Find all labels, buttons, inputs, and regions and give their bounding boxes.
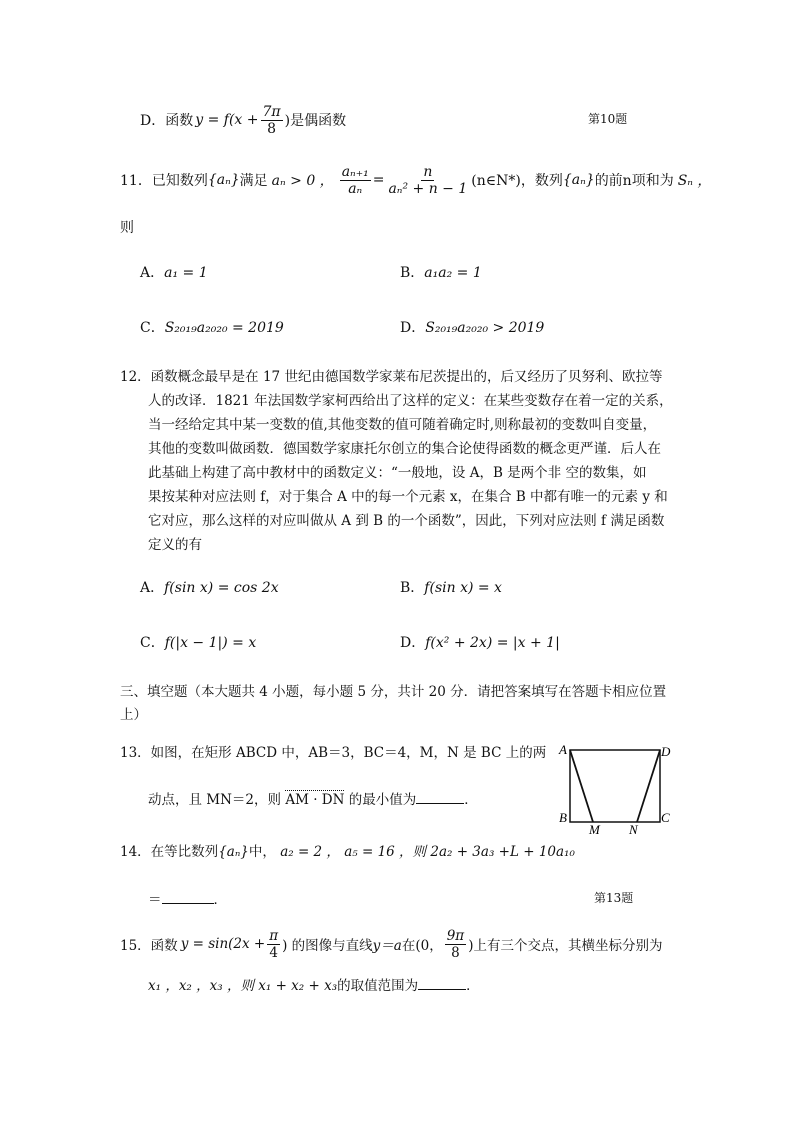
q11-sum: Sₙ ， bbox=[677, 173, 712, 189]
q13-label-d: D bbox=[661, 744, 671, 759]
q15-expr: x₁ + x₂ + x₃ bbox=[258, 978, 338, 994]
q13-label-n: N bbox=[629, 822, 638, 835]
q10-fraction bbox=[261, 104, 283, 137]
q14-answer-line bbox=[148, 888, 227, 908]
q11-option-b-math: a₁a₂ = 1 bbox=[424, 265, 482, 281]
section3-heading-line-2: 上） bbox=[120, 707, 147, 723]
q11-eq: = bbox=[372, 172, 385, 188]
q12-option-b-math: f(sin x) = x bbox=[424, 580, 502, 596]
q11-option-a bbox=[140, 262, 208, 282]
q10-option-d bbox=[140, 100, 346, 140]
q11-seq: {aₙ} bbox=[207, 172, 240, 188]
q12-option-a-label: A． bbox=[140, 580, 165, 596]
q13-line-2 bbox=[148, 788, 478, 808]
q15-frac1-den: 4 bbox=[269, 944, 278, 961]
q12-line-6: 果按某种对应法则 f，对于集合 A 中的每一个元素 x，在集合 B 中都有唯一的元素 y 和 bbox=[148, 489, 668, 505]
q12-option-d-label: D． bbox=[400, 635, 426, 651]
q10-option-d-suffix: )是偶函数 bbox=[284, 113, 347, 129]
q11-option-c-math: S₂₀₁₉a₂₀₂₀ = 2019 bbox=[164, 320, 284, 336]
q15-answer-blank[interactable] bbox=[418, 977, 466, 990]
q12-option-c-math: f(|x − 1|) = x bbox=[164, 635, 257, 651]
q15-period: ． bbox=[466, 978, 480, 994]
q13-vector-expr: AM · DN bbox=[285, 792, 345, 808]
q12-line-1: 12．函数概念最早是在 17 世纪由德国数学家莱布尼茨提出的，后又经历了贝努利、欧拉等 bbox=[120, 369, 663, 385]
q11-tail: 的前n项和为 bbox=[594, 173, 674, 189]
q14-expr: 2a₂ + 3a₃ +L + 10a₁₀ bbox=[430, 844, 575, 860]
q11-option-c bbox=[140, 317, 284, 337]
q15-frac2-den: 8 bbox=[451, 944, 460, 961]
q10-frac-den: 8 bbox=[267, 120, 277, 137]
q12-option-c bbox=[140, 632, 256, 652]
q12-line-3: 当一经给定其中某一变数的值,其他变数的值可随着确定时,则称最初的变数叫自变量， bbox=[148, 417, 657, 433]
q15-stem bbox=[120, 924, 662, 964]
q10-frac-num: 7π bbox=[262, 103, 281, 120]
q11-option-c-label: C． bbox=[140, 320, 165, 336]
q11-frac2 bbox=[386, 164, 469, 197]
q11-frac1-num: aₙ₊₁ bbox=[341, 163, 369, 180]
q13-label-c: C bbox=[661, 810, 670, 825]
q15-frac1 bbox=[267, 928, 280, 961]
q10-option-d-label: D．函数 bbox=[140, 113, 194, 129]
q15-frac2 bbox=[445, 928, 466, 961]
q15-tail: 的取值范围为 bbox=[337, 978, 419, 994]
q12-option-b-label: B． bbox=[400, 580, 425, 596]
q11-option-d-label: D． bbox=[400, 320, 426, 336]
q15-prefix: 15．函数 bbox=[120, 938, 178, 954]
q11-option-b-label: B． bbox=[400, 265, 425, 281]
q10-option-d-math: y = f(x + bbox=[195, 112, 259, 128]
q14-eq: ＝ bbox=[148, 892, 162, 908]
q15-mid: ) 的图像与直线 bbox=[282, 938, 373, 954]
q15-interval-post: )上有三个交点，其横坐标分别为 bbox=[468, 938, 663, 954]
q12-option-b bbox=[400, 577, 502, 597]
q11-frac1 bbox=[340, 164, 371, 197]
q15-vars: x₁ ，x₂ ，x₃ ，则 bbox=[148, 978, 254, 994]
q11-cond: 满足 bbox=[239, 173, 268, 189]
q11-frac1-den: aₙ bbox=[348, 180, 363, 197]
q13-line-2-prefix: 动点，且 MN＝2，则 bbox=[148, 792, 282, 808]
q11-then: 则 bbox=[120, 220, 134, 236]
q15-line: y＝a bbox=[372, 938, 402, 954]
q12-line-7: 它对应，那么这样的对应叫做从 A 到 B 的一个函数”，因此，下列对应法则 f 满足函数 bbox=[148, 513, 665, 529]
q12-line-5: 此基础上构建了高中教材中的函数定义：“一般地，设 A，B 是两个非 空的数集，如 bbox=[148, 465, 647, 481]
q14-prefix: 14．在等比数列 bbox=[120, 844, 219, 860]
q15-frac2-num: 9π bbox=[446, 927, 465, 944]
q13-label-b: B bbox=[559, 810, 567, 825]
q13-label-m: M bbox=[589, 822, 600, 835]
q11-seq2: {aₙ} bbox=[562, 172, 595, 188]
q11-stem bbox=[120, 160, 711, 200]
q14-a2: a₂ = 2 ， bbox=[280, 844, 340, 860]
q12-option-a-math: f(sin x) = cos 2x bbox=[164, 580, 279, 596]
q15-func: y = sin(2x + bbox=[180, 936, 266, 952]
q15-line-2 bbox=[148, 974, 480, 994]
q11-option-a-math: a₁ = 1 bbox=[164, 265, 208, 281]
q12-line-2: 人的改译．1821 年法国数学家柯西给出了这样的定义：在某些变数存在着一定的关系， bbox=[148, 393, 673, 409]
q11-option-b bbox=[400, 262, 482, 282]
q13-segment-am bbox=[570, 750, 593, 822]
q12-line-4: 其他的变数叫做函数．德国数学家康托尔创立的集合论使得函数的概念更严谨．后人在 bbox=[148, 441, 661, 457]
q12-option-d-math: f(x² + 2x) = |x + 1| bbox=[425, 635, 560, 651]
q14-seq: {aₙ} bbox=[218, 844, 249, 860]
q11-number: 11．已知数列 bbox=[120, 173, 208, 189]
q13-figure-label: 第13题 bbox=[594, 891, 634, 905]
q12-option-c-label: C． bbox=[140, 635, 165, 651]
q11-cond-math: aₙ > 0 ， bbox=[271, 173, 334, 189]
q14-stem bbox=[120, 840, 575, 860]
q13-label-a: A bbox=[559, 742, 567, 757]
q14-period: ． bbox=[213, 892, 227, 908]
q11-frac2-den: aₙ² + n − 1 bbox=[388, 180, 468, 197]
q13-segment-dn bbox=[637, 750, 660, 822]
q14-mid: 中， bbox=[248, 844, 276, 860]
q15-frac1-num: π bbox=[269, 927, 279, 944]
q14-answer-blank[interactable] bbox=[162, 891, 214, 904]
q13-rectangle bbox=[570, 750, 660, 822]
q13-period: ． bbox=[464, 792, 478, 808]
q15-interval-pre: 在(0， bbox=[401, 938, 443, 954]
q11-frac2-num: n bbox=[423, 163, 433, 180]
q11-option-a-label: A． bbox=[140, 265, 165, 281]
q12-option-a bbox=[140, 577, 279, 597]
q14-a5: a₅ = 16 ，则 bbox=[344, 844, 427, 860]
q10-figure-label: 第10题 bbox=[588, 112, 628, 126]
q11-option-d bbox=[400, 317, 544, 337]
q13-figure bbox=[555, 740, 675, 835]
q13-line-2-suffix: 的最小值为 bbox=[348, 792, 417, 808]
q12-line-8: 定义的有 bbox=[148, 537, 202, 553]
q13-answer-blank[interactable] bbox=[416, 791, 464, 804]
q11-option-d-math: S₂₀₁₉a₂₀₂₀ > 2019 bbox=[425, 320, 545, 336]
q13-line-1: 13．如图，在矩形 ABCD 中，AB＝3，BC＝4，M，N 是 BC 上的两 bbox=[120, 745, 547, 761]
q11-domain: (n∈N*)，数列 bbox=[471, 173, 563, 189]
q12-option-d bbox=[400, 632, 560, 652]
section3-heading-line-1: 三、填空题（本大题共 4 小题，每小题 5 分，共计 20 分．请把答案填写在答题卡相应位置 bbox=[120, 684, 667, 700]
